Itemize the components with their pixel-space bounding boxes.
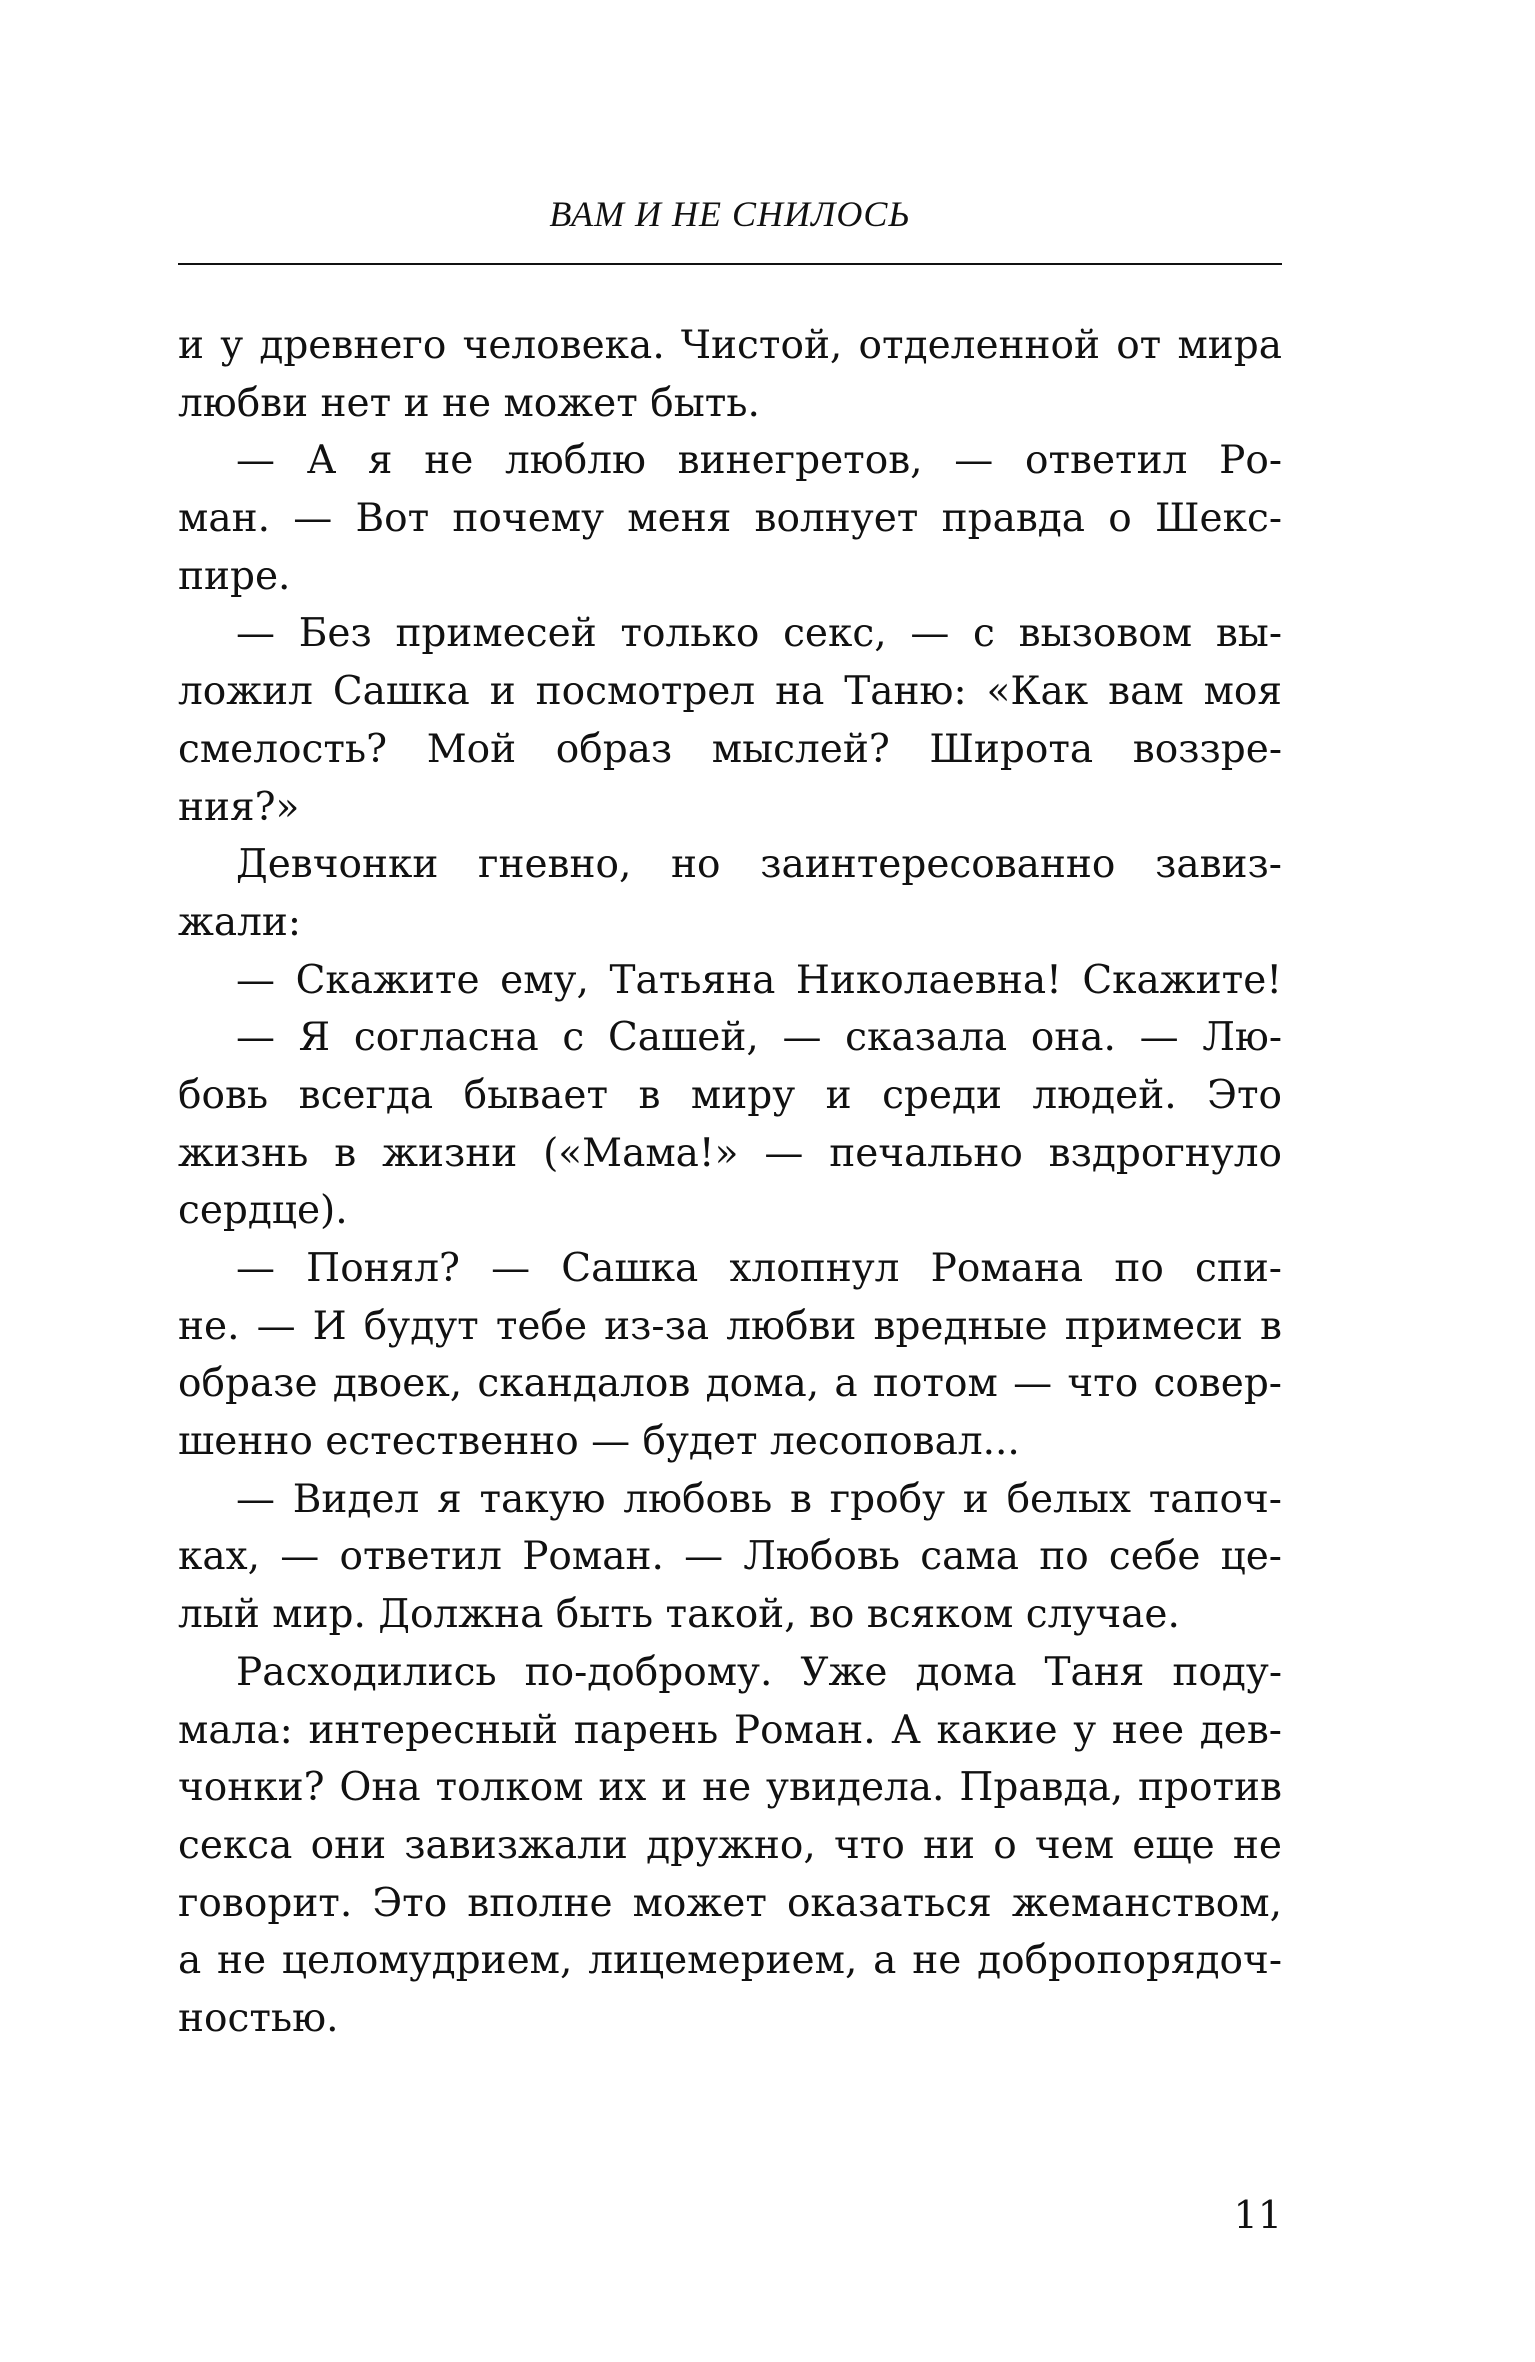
text-line: говорит. Это вполне может оказаться жеманством, xyxy=(178,1880,1282,1926)
text-line: образе двоек, скандалов дома, а потом — что совер- xyxy=(178,1361,1282,1407)
text-line: ман. — Вот почему меня волнует правда о Шекс- xyxy=(178,496,1282,542)
text-line: секса они завизжали дружно, что ни о чем еще не xyxy=(178,1822,1282,1868)
page-number: 11 xyxy=(1233,2193,1282,2237)
text-line: и у древнего человека. Чистой, отделенной от мира xyxy=(178,323,1282,368)
text-line: ния?» xyxy=(178,784,300,830)
text-line: — Понял? — Сашка хлопнул Романа по спи- xyxy=(236,1246,1282,1291)
running-head: ВАМ И НЕ СНИЛОСЬ xyxy=(549,194,911,234)
text-line: смелость? Мой образ мыслей? Широта воззре- xyxy=(178,726,1282,772)
text-line: шенно естественно — будет лесоповал... xyxy=(178,1419,1020,1465)
text-line: мала: интересный парень Роман. А какие у нее дев- xyxy=(178,1707,1282,1753)
text-line: — Без примесей только секс, — с вызовом вы- xyxy=(236,611,1282,657)
text-line: ностью. xyxy=(178,1995,339,2041)
text-line: Расходились по-доброму. Уже дома Таня поду- xyxy=(236,1649,1282,1695)
text-line: — Скажите ему, Татьяна Николаевна! Скажите! xyxy=(236,957,1282,1003)
text-line: чонки? Она толком их и не увидела. Правда, против xyxy=(178,1765,1282,1811)
text-line: — А я не люблю винегретов, — ответил Ро- xyxy=(236,438,1282,484)
text-line: лый мир. Должна быть такой, во всяком случае. xyxy=(178,1592,1180,1638)
text-line: не. — И будут тебе из-за любви вредные примеси в xyxy=(178,1303,1282,1349)
text-line: жизнь в жизни («Мама!» — печально вздрогнуло xyxy=(178,1130,1282,1176)
text-line: ложил Сашка и посмотрел на Таню: «Как вам моя xyxy=(178,669,1282,715)
header-rule xyxy=(178,263,1282,265)
text-line: а не целомудрием, лицемерием, а не добропорядоч- xyxy=(178,1938,1282,1984)
text-line: любви нет и не может быть. xyxy=(178,380,760,426)
text-line: ках, — ответил Роман. — Любовь сама по себе це- xyxy=(178,1534,1282,1580)
text-line: бовь всегда бывает в миру и среди людей. Это xyxy=(178,1072,1282,1118)
text-line: пире. xyxy=(178,553,291,599)
text-line: сердце). xyxy=(178,1188,348,1234)
text-line: — Я согласна с Сашей, — сказала она. — Лю- xyxy=(236,1015,1282,1061)
text-line: жали: xyxy=(178,899,302,945)
text-line: — Видел я такую любовь в гробу и белых тапоч- xyxy=(236,1476,1282,1522)
body-text xyxy=(178,317,1282,2048)
text-line: Девчонки гневно, но заинтересованно завиз- xyxy=(236,842,1282,888)
